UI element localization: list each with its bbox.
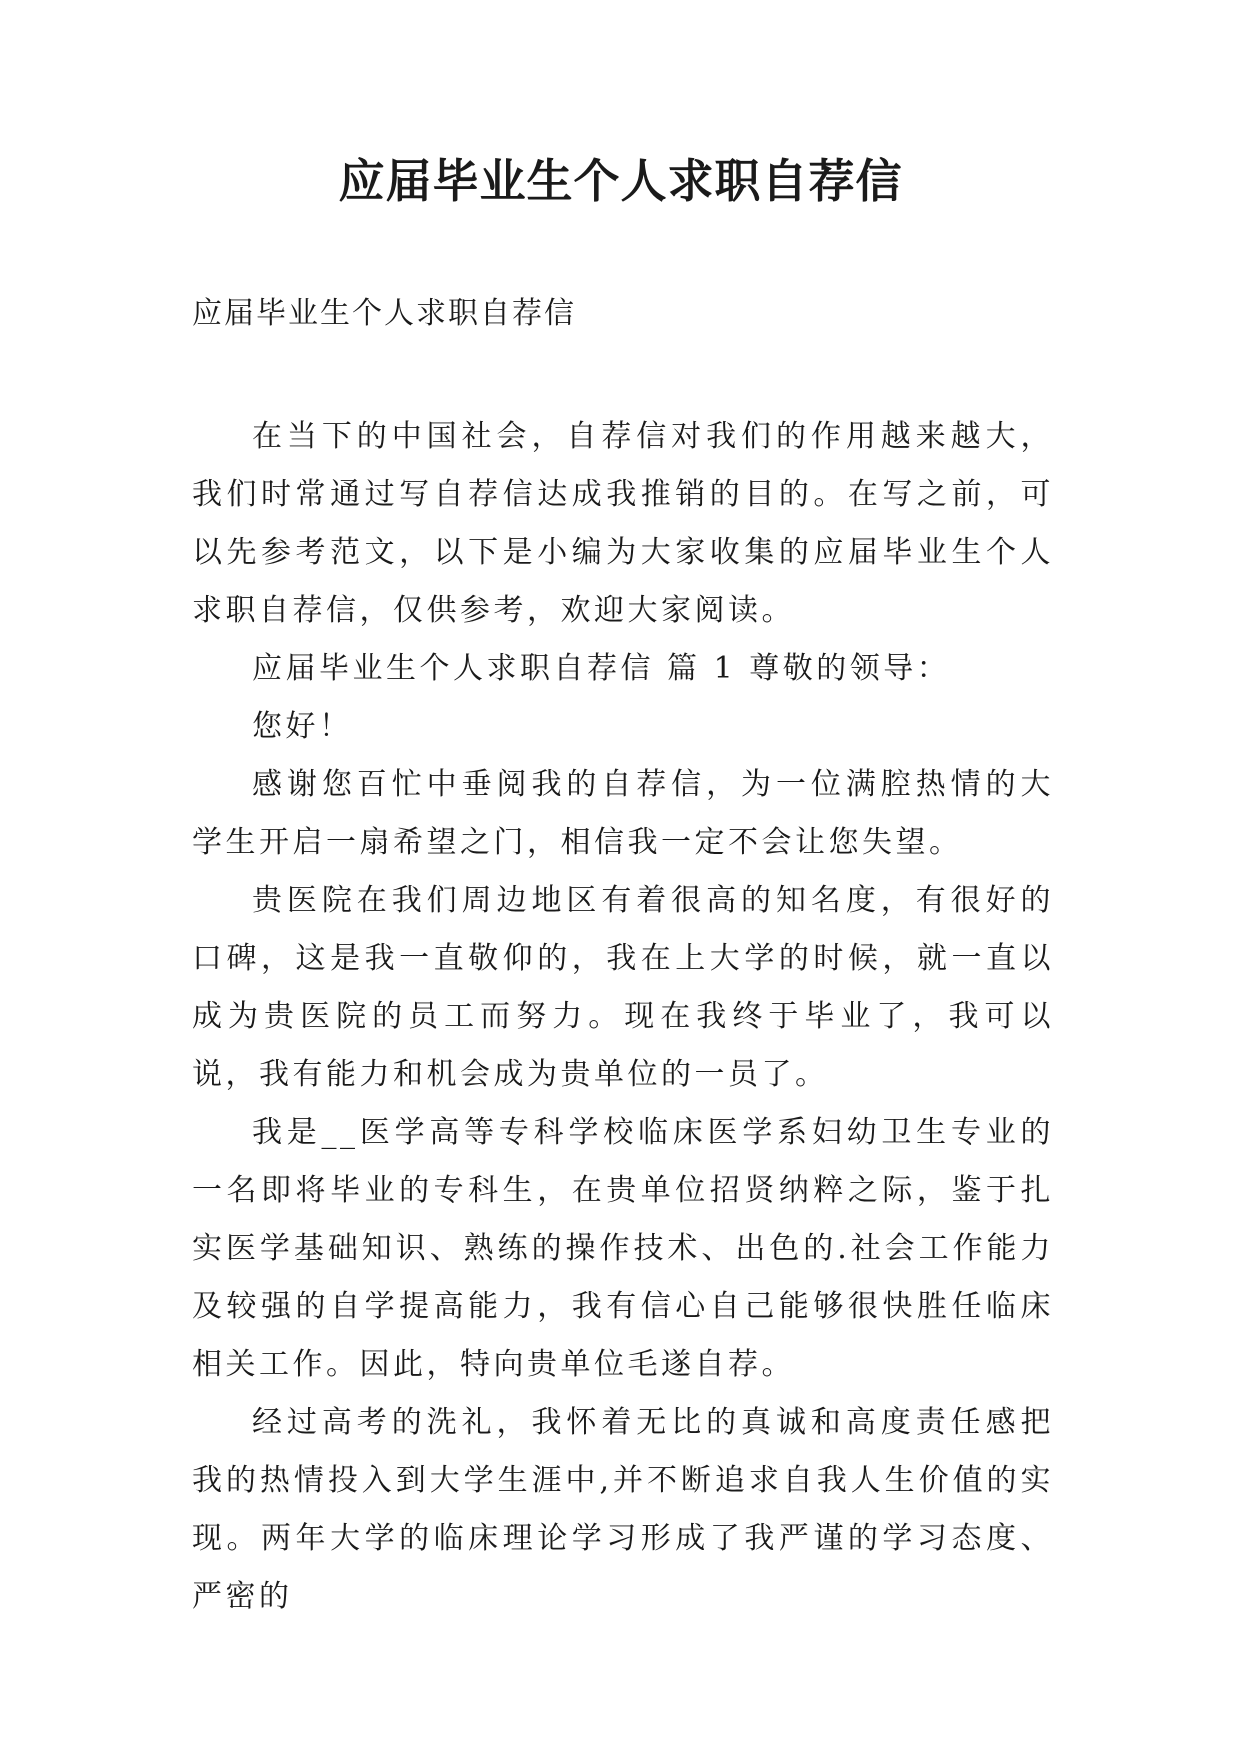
paragraph-intro: 在当下的中国社会，自荐信对我们的作用越来越大，我们时常通过写自荐信达成我推销的目的。在写之前，可以先参考范文，以下是小编为大家收集的应届毕业生个人求职自荐信，仅供参考，欢迎大家阅读。 bbox=[192, 419, 1054, 628]
paragraph-hospital: 贵医院在我们周边地区有着很高的知名度，有很好的口碑，这是我一直敬仰的，我在上大学的时候，就一直以成为贵医院的员工而努力。现在我终于毕业了，我可以说，我有能力和机会成为贵单位的一员了。 bbox=[192, 883, 1054, 1092]
paragraph-salutation: 应届毕业生个人求职自荐信 篇 1 尊敬的领导： bbox=[252, 651, 951, 686]
document-subtitle: 应届毕业生个人求职自荐信 bbox=[192, 296, 576, 331]
document-body bbox=[192, 408, 1054, 1626]
paragraph-self-intro: 我是__医学高等专科学校临床医学系妇幼卫生专业的一名即将毕业的专科生，在贵单位招贤纳粹之际，鉴于扎实医学基础知识、熟练的操作技术、出色的.社会工作能力及较强的自学提高能力，我有信心自己能够很快胜任临床相关工作。因此，特向贵单位毛遂自荐。 bbox=[192, 1115, 1054, 1382]
paragraph-study: 经过高考的洗礼，我怀着无比的真诚和高度责任感把我的热情投入到大学生涯中,并不断追求自我人生价值的实现。两年大学的临床理论学习形成了我严谨的学习态度、严密的 bbox=[192, 1405, 1054, 1614]
document-title: 应届毕业生个人求职自荐信 bbox=[338, 154, 903, 208]
paragraph-thanks: 感谢您百忙中垂阅我的自荐信，为一位满腔热情的大学生开启一扇希望之门，相信我一定不会让您失望。 bbox=[192, 767, 1054, 860]
paragraph-greeting: 您好！ bbox=[252, 709, 353, 744]
